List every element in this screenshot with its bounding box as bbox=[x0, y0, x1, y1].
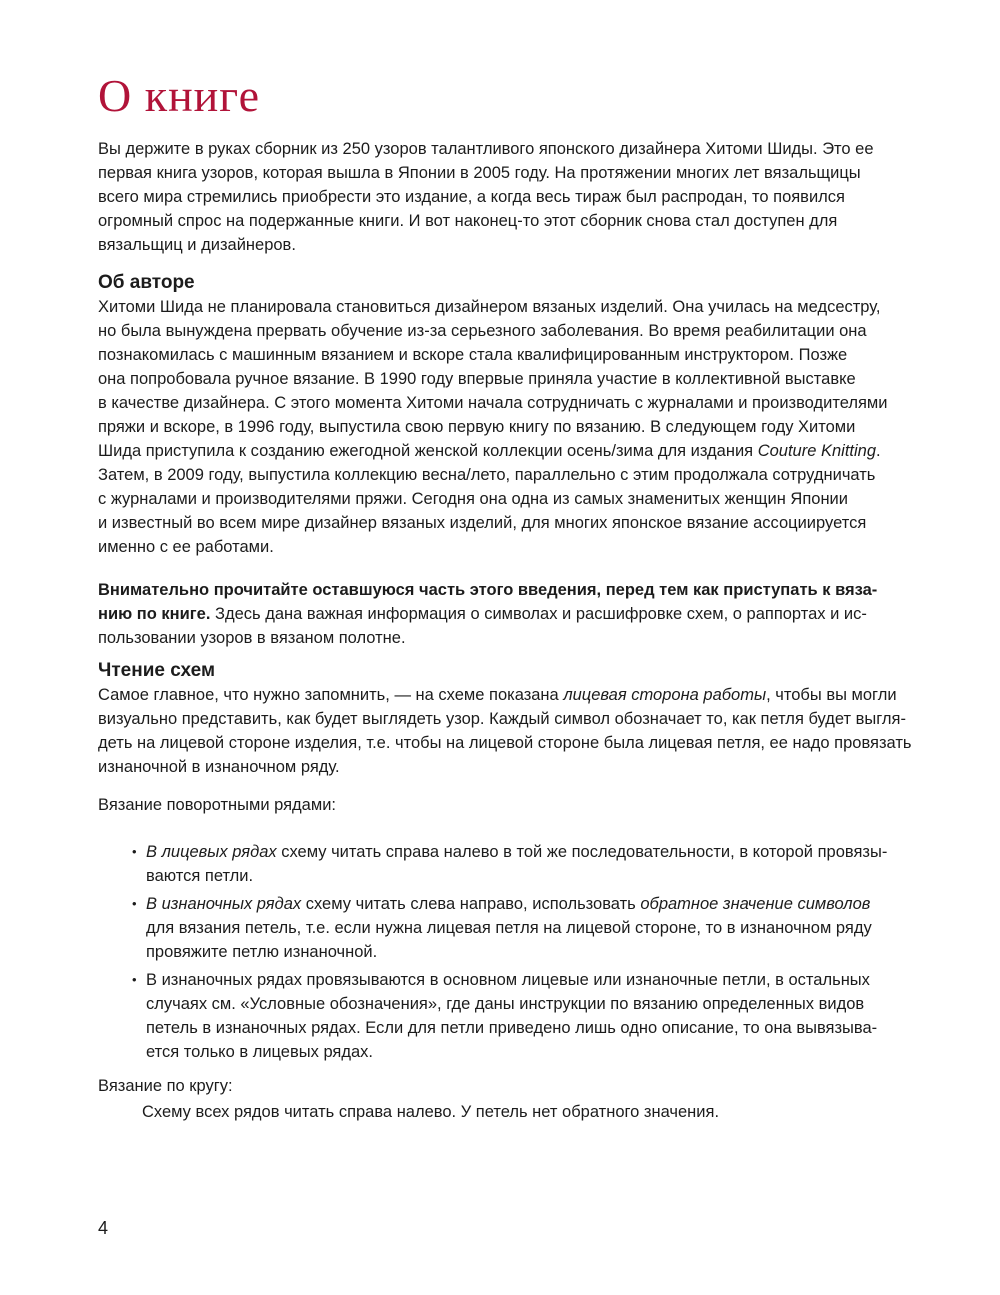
turning-rows-bullet-list bbox=[98, 840, 928, 1064]
circular-knitting-label: Вязание по кругу: bbox=[98, 1077, 233, 1095]
circular-knitting-text: Схему всех рядов читать справа налево. У петель нет обратного значения. bbox=[142, 1103, 720, 1121]
list-item bbox=[98, 840, 928, 888]
turning-rows-label: Вязание поворотными рядами: bbox=[98, 796, 336, 814]
bullet-icon: • bbox=[132, 844, 137, 859]
reading-charts-heading: Чтение схем bbox=[98, 660, 216, 681]
bullet-text: В изнаночных рядах схему читать слева направо, использовать обратное значение символов для вязания петель, т.е. если нужна лицевая петля на лицевой стороне, то в изнаночном ряду провяжите петлю изнаночной. bbox=[146, 895, 872, 961]
intro-paragraph: Вы держите в руках сборник из 250 узоров талантливого японского дизайнера Хитоми Шиды. Это ее первая книга узоров, которая вышла в Японии в 2005 году. На протяжении многих лет вязальщицы всего мира стремились приобрести это издание, а когда весь тираж был распродан, то появился огромный спрос на подержанные книги. И вот наконец-то этот сборник снова стал доступен для вязальщиц и дизайнеров. bbox=[98, 140, 874, 254]
page-number: 4 bbox=[98, 1218, 109, 1238]
bullet-text: В изнаночных рядах провязываются в основном лицевые или изнаночные петли, в остальных случаях см. «Условные обозначения», где даны инструкции по вязанию определенных видов петель в изнаночных рядах. Если для петли приведено лишь одно описание, то она вывязыва- ется только в лицевых рядах. bbox=[146, 971, 878, 1061]
list-item bbox=[98, 892, 928, 964]
bullet-icon: • bbox=[132, 972, 137, 987]
bullet-icon: • bbox=[132, 896, 137, 911]
list-item bbox=[98, 968, 928, 1064]
about-author-paragraph: Хитоми Шида не планировала становиться дизайнером вязаных изделий. Она училась на медсестру, но была вынуждена прервать обучение из-за серьезного заболевания. Во время реабилитации она познакомилась с машинным вязанием и вскоре стала квалифицированным инструктором. Позже она попробовала ручное вязание. В 1990 году впервые приняла участие в коллективной выставке в качестве дизайнера. С этого момента Хитоми начала сотрудничать с журналами и производителями пряжи и вскоре, в 1996 году, выпустила свою первую книгу по вязанию. В следующем году Хитоми Шида приступила к созданию ежегодной женской коллекции осень/зима для издания Couture Knitting. Затем, в 2009 году, выпустила коллекцию весна/лето, параллельно с этим продолжала сотрудничать с журналами и производителями пряжи. Сегодня она одна из самых знаменитых женщин Японии и известный во всем мире дизайнер вязаных изделий, для многих японское вязание ассоциируется именно с ее работами. bbox=[98, 298, 888, 556]
about-author-heading: Об авторе bbox=[98, 272, 195, 293]
reading-charts-paragraph: Самое главное, что нужно запомнить, — на схеме показана лицевая сторона работы, чтобы вы могли визуально представить, как будет выглядеть узор. Каждый символ обозначает то, как петля будет выгля- деть на лицевой стороне изделия, т.е. чтобы на лицевой стороне была лицевая петля, ее надо провязать изнаночной в изнаночном ряду. bbox=[98, 686, 912, 776]
notice-paragraph: Внимательно прочитайте оставшуюся часть этого введения, перед тем как приступать к вяза- нию по книге. Здесь дана важная информация о символах и расшифровке схем, о раппортах и ис- пользовании узоров в вязаном полотне. bbox=[98, 581, 878, 647]
page-title: О книге bbox=[98, 70, 260, 121]
bullet-text: В лицевых рядах схему читать справа налево в той же последовательности, в которой провязы- ваются петли. bbox=[146, 843, 888, 885]
